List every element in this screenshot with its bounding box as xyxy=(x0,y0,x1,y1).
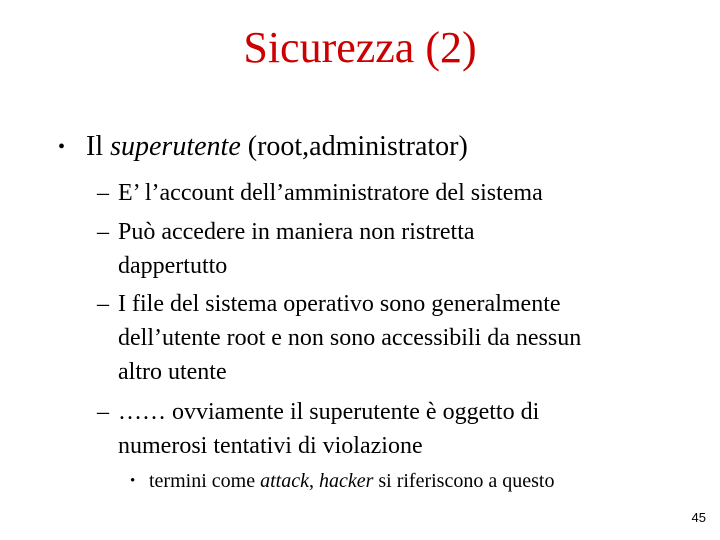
sub-point-text: Può accedere in maniera non ristretta dappertutto xyxy=(118,219,475,279)
main-bullet-prefix: Il xyxy=(86,131,111,162)
dash-marker: – xyxy=(97,219,109,245)
bullet-marker: • xyxy=(58,136,66,158)
dash-marker: – xyxy=(97,180,109,206)
term-attack: attack xyxy=(260,470,309,492)
sub-point-text: …… ovviamente il superutente è oggetto di numerosi tentativi di violazione xyxy=(118,399,540,459)
dash-marker: – xyxy=(97,291,109,317)
main-bullet-emphasis: superutente xyxy=(110,131,241,162)
page-number: 45 xyxy=(691,510,706,525)
detail-suffix: si riferiscono a questo xyxy=(373,470,555,492)
detail-bullet-text xyxy=(149,467,554,495)
slide-title: Sicurezza (2) xyxy=(243,23,477,72)
dash-marker: – xyxy=(97,399,109,425)
sub-point-text: I file del sistema operativo sono generalmente dell’utente root e non sono accessibili da nessun altro utente xyxy=(118,291,582,385)
main-bullet-suffix: (root,administrator) xyxy=(240,131,468,162)
detail-separator: , xyxy=(308,470,319,492)
sub-point-text: E’ l’account dell’amministratore del sistema xyxy=(118,180,543,206)
detail-prefix: termini come xyxy=(149,470,261,492)
main-bullet-text xyxy=(86,128,468,166)
bullet-marker: • xyxy=(130,473,136,489)
term-hacker: hacker xyxy=(318,470,374,492)
